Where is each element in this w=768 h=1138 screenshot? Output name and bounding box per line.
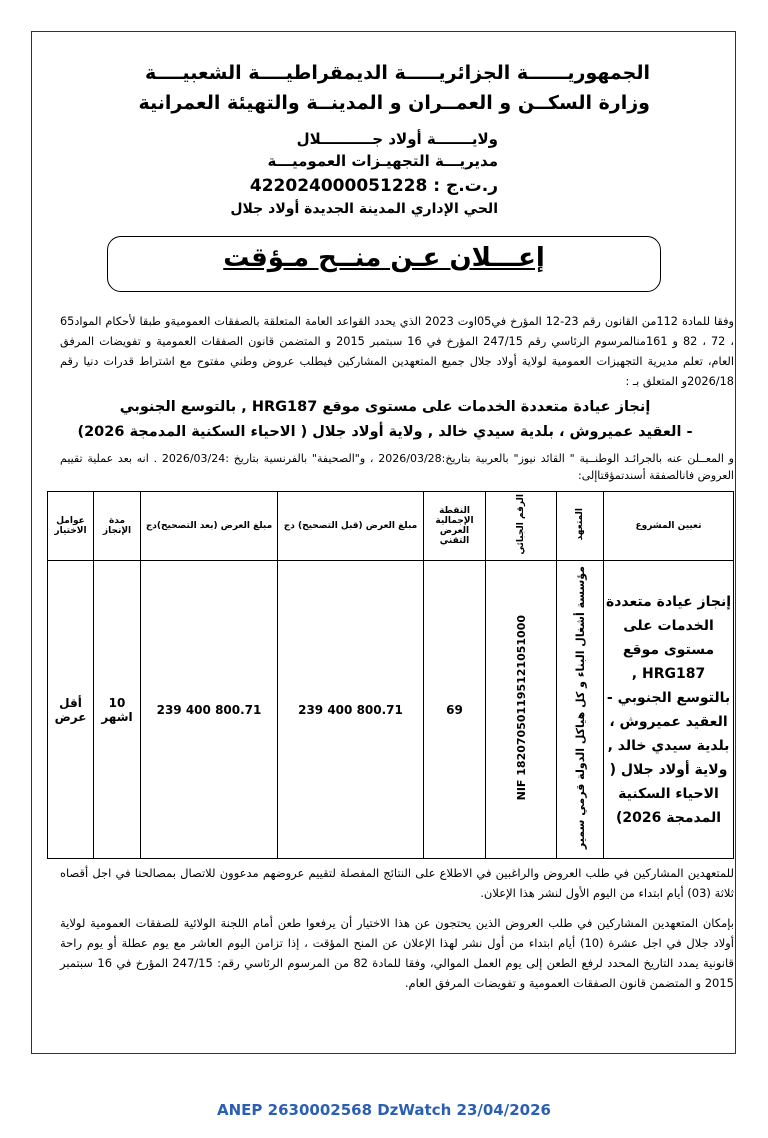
appeal-notice: بإمكان المتعهدين المشاركين في طلب العروض الذين يحتجون عن هذا الاختيار أن يرفعوا طعن أمام اللجنة الولائية للصفقات العمومية لولاية أولاد جلال في اجل عشرة (10) أيام ابتداء من أول نشر لهذا الإعلان عن المنح المؤقت ، إذا تزامن اليوم العاشر مع يوم عطلة أو يوم راحة قانونية يمدد التاريخ المحدد لرفع الطعن إلى يوم العمل الموالي، وفقا للمادة 82 من المرسوم الرئاسي رقم: 247/15 المؤرخ في 16 سبتمبر 2015 و المتضمن قانون الصفقات العمومية و تفويضات المرفق العام.	[60, 916, 734, 990]
header-criteria: عوامل الاختيار	[48, 492, 94, 561]
header-tech-score: النقطة الإجمالية العرض التقني	[424, 492, 486, 561]
header-amount-before: مبلغ العرض (قبل التصحيح) دج	[278, 492, 424, 561]
award-table	[47, 491, 734, 859]
publication-paragraph: و المعــلن عنه بالجرائـد الوطنــية " القائد نيوز" بالعربية بتاريخ:2026/03/28 ، و"الصحيفة" بالفرنسية بتاريخ :2026/03/24 . انه بعد عملية تقييم العروض فانالصفقة أسندتمؤقتاإلى:	[60, 452, 734, 482]
cell-criteria: أقل عرض	[48, 561, 94, 859]
header-tax-number: الرقم الجبائي	[486, 492, 557, 561]
cell-tax-number: NIF 182070501195121051000	[486, 561, 557, 859]
ministry-title: وزارة السكــن و العمــران و المدينــة والتهيئة العمرانية	[138, 92, 650, 114]
tax-id: ر.ت.ج : 422024000051228	[249, 176, 498, 196]
table-row	[48, 561, 734, 859]
cell-contractor: مؤسسة أشغال البناء و كل هياكل الدولة قرمي سمير	[557, 561, 604, 859]
cell-duration: 10 اشهر	[94, 561, 141, 859]
intro-paragraph: وفقا للمادة 112من القانون رقم 23-12 المؤرخ في05اوت 2023 الذي يحدد القواعد العامة المتعلقة بالصفقات العموميةو طبقا لأحكام المواد65 ، 72 ، 82 و 161منالمرسوم الرئاسي رقم 247/15 المؤرخ في 16 سبتمبر 2015 و المتضمن قانون الصفقات العمومية و تفويضات المرفق العام، تعلم مديرية التجهيزات العمومية لولاية أولاد جلال جميع المتعهدين المشاركين فيطلب عروض وطني مفتوح مع اشتراط قدرات دنيا رقم 2026/18و المتعلق بـ :	[60, 315, 735, 388]
cell-tech-score: 69	[424, 561, 486, 859]
cell-amount-before: 239 400 800.71	[278, 561, 424, 859]
announcement-title: إعـــلان عـن منــح مـؤقت	[223, 243, 545, 273]
republic-title: الجمهوريــــــة الجزائريـــــة الديمقراطيــــة الشعبيــــة	[144, 62, 650, 84]
project-title-line2: - العقيد عميروش ، بلدية سيدي خالد , ولاية أولاد جلال ( الاحياء السكنية المدمجة 2026)	[77, 424, 693, 440]
wilaya-name: ولايـــــــة أولاد جــــــــــلال	[296, 130, 498, 148]
project-title-line1: إنجاز عيادة متعددة الخدمات على مستوى موقع HRG187 , بالتوسع الجنوبي	[119, 399, 651, 415]
header-contractor: المتعهد	[557, 492, 604, 561]
cell-amount-after: 239 400 800.71	[141, 561, 278, 859]
cell-project: إنجاز عيادة متعددة الخدمات على مستوى موقع HRG187 , بالتوسع الجنوبي - العقيد عميروش ، بلدية سيدي خالد , ولاية أولاد جلال ( الاحياء السكنية المدمجة 2026)	[604, 561, 734, 859]
footer-reference: ANEP 2630002568 DzWatch 23/04/2026	[217, 1101, 551, 1119]
address: الحي الإداري المدينة الجديدة أولاد جلال	[230, 201, 498, 217]
header-duration: مدة الإنجاز	[94, 492, 141, 561]
header-project: تعيين المشروع	[604, 492, 734, 561]
results-notice: للمتعهدين المشاركين في طلب العروض والراغبين في الاطلاع على النتائج المفصلة لتقييم عروضهم مدعوون للاتصال بمصالحنا في اجل أقصاه ثلاثة (03) أيام ابتداء من اليوم الأول لنشر هذا الإعلان.	[60, 866, 734, 900]
header-amount-after: مبلغ العرض (بعد التصحيح)دج	[141, 492, 278, 561]
announcement-banner	[107, 236, 661, 292]
directorate-name: مديريـــة التجهيـزات العموميـــة	[267, 152, 498, 170]
table-header-row	[48, 492, 734, 561]
